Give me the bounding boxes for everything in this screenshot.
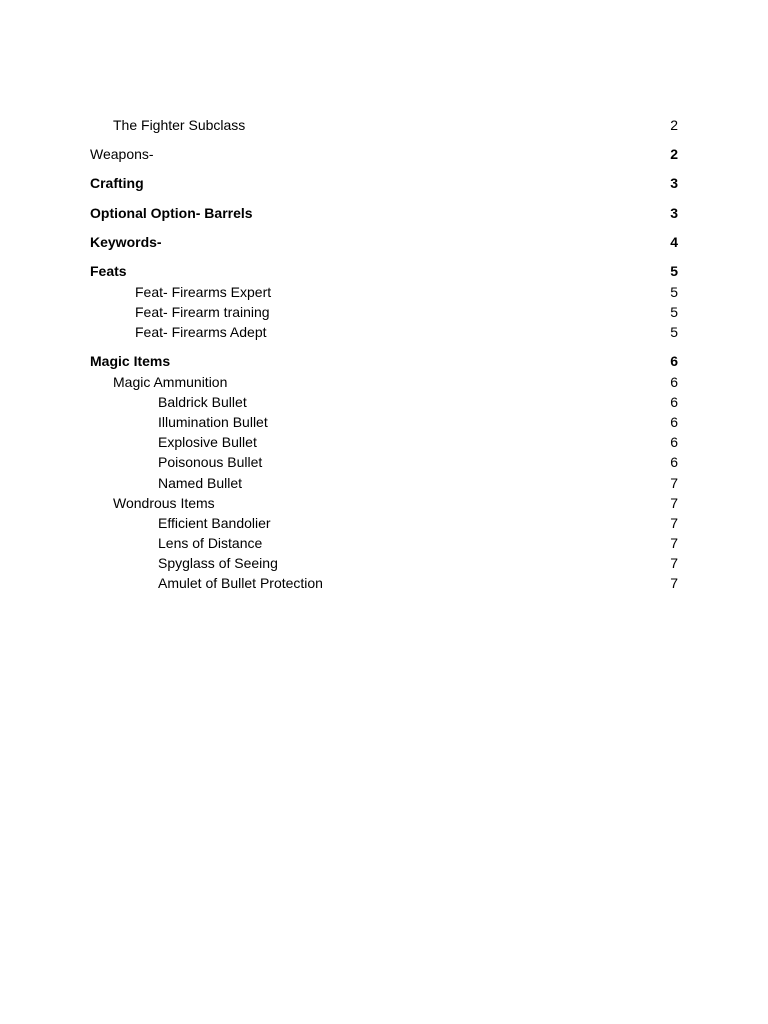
- toc-entry-label: Feat- Firearms Expert: [135, 284, 272, 300]
- toc-entry-page-number: 7: [670, 555, 678, 571]
- toc-entry-label: Explosive Bullet: [158, 434, 257, 450]
- toc-entry-page-number: 6: [670, 374, 678, 390]
- toc-entry-page-number: 4: [670, 234, 678, 250]
- toc-entry-lens-of-distance[interactable]: [0, 533, 768, 553]
- toc-entry-the-fighter-subclass[interactable]: [0, 115, 768, 135]
- toc-entry-label: Optional Option- Barrels: [90, 205, 253, 221]
- toc-entry-illumination-bullet[interactable]: [0, 412, 768, 432]
- toc-entry-page-number: 6: [670, 414, 678, 430]
- toc-entry-feats[interactable]: [0, 261, 768, 281]
- toc-entry-page-number: 6: [670, 353, 678, 369]
- toc-entry-explosive-bullet[interactable]: [0, 432, 768, 452]
- toc-entry-label: Amulet of Bullet Protection: [158, 575, 323, 591]
- toc-entry-label: Named Bullet: [158, 475, 243, 491]
- toc-entry-page-number: 3: [670, 175, 678, 191]
- toc-entry-page-number: 2: [670, 117, 678, 133]
- toc-entry-label: Wondrous Items: [113, 495, 215, 511]
- toc-entry-label: Feat- Firearm training: [135, 304, 270, 320]
- toc-entry-label: Efficient Bandolier: [158, 515, 271, 531]
- toc-entry-label: Magic Items: [90, 353, 171, 369]
- toc-entry-label: Keywords-: [90, 234, 162, 250]
- toc-entry-amulet-of-bullet-protection[interactable]: [0, 573, 768, 593]
- toc-entry-page-number: 5: [670, 304, 678, 320]
- toc-entry-label: Crafting: [90, 175, 144, 191]
- toc-entry-label: Baldrick Bullet: [158, 394, 247, 410]
- toc-entry-optional-option-barrels[interactable]: [0, 203, 768, 223]
- toc-entry-page-number: 5: [670, 263, 678, 279]
- toc-entry-page-number: 7: [670, 575, 678, 591]
- toc-entry-page-number: 6: [670, 394, 678, 410]
- toc-entry-label: Poisonous Bullet: [158, 454, 263, 470]
- toc-entry-label: Feats: [90, 263, 127, 279]
- toc-entry-label: The Fighter Subclass: [113, 117, 246, 133]
- toc-entry-named-bullet[interactable]: [0, 473, 768, 493]
- toc-entry-baldrick-bullet[interactable]: [0, 392, 768, 412]
- toc-entry-spyglass-of-seeing[interactable]: [0, 553, 768, 573]
- toc-entry-page-number: 3: [670, 205, 678, 221]
- toc-entry-page-number: 2: [670, 146, 678, 162]
- toc-entry-label: Weapons-: [90, 146, 154, 162]
- toc-entry-feat-firearm-training[interactable]: [0, 302, 768, 322]
- toc-entry-label: Lens of Distance: [158, 535, 263, 551]
- toc-entry-keywords[interactable]: [0, 232, 768, 252]
- toc-entry-page-number: 6: [670, 434, 678, 450]
- toc-entry-poisonous-bullet[interactable]: [0, 452, 768, 472]
- toc-entry-label: Spyglass of Seeing: [158, 555, 278, 571]
- toc-entry-label: Illumination Bullet: [158, 414, 268, 430]
- toc-entry-label: Magic Ammunition: [113, 374, 228, 390]
- toc-entry-magic-items[interactable]: [0, 351, 768, 371]
- toc-entry-magic-ammunition[interactable]: [0, 372, 768, 392]
- toc-entry-page-number: 5: [670, 324, 678, 340]
- toc-entry-feat-firearms-expert[interactable]: [0, 282, 768, 302]
- toc-entry-page-number: 6: [670, 454, 678, 470]
- toc-entry-label: Feat- Firearms Adept: [135, 324, 267, 340]
- toc-entry-crafting[interactable]: [0, 173, 768, 193]
- toc-entry-page-number: 7: [670, 495, 678, 511]
- toc-entry-wondrous-items[interactable]: [0, 493, 768, 513]
- toc-entry-efficient-bandolier[interactable]: [0, 513, 768, 533]
- toc-entry-feat-firearms-adept[interactable]: [0, 322, 768, 342]
- toc-entry-page-number: 7: [670, 475, 678, 491]
- toc-entry-page-number: 5: [670, 284, 678, 300]
- toc-entry-page-number: 7: [670, 535, 678, 551]
- toc-entry-weapons[interactable]: [0, 144, 768, 164]
- toc-entry-page-number: 7: [670, 515, 678, 531]
